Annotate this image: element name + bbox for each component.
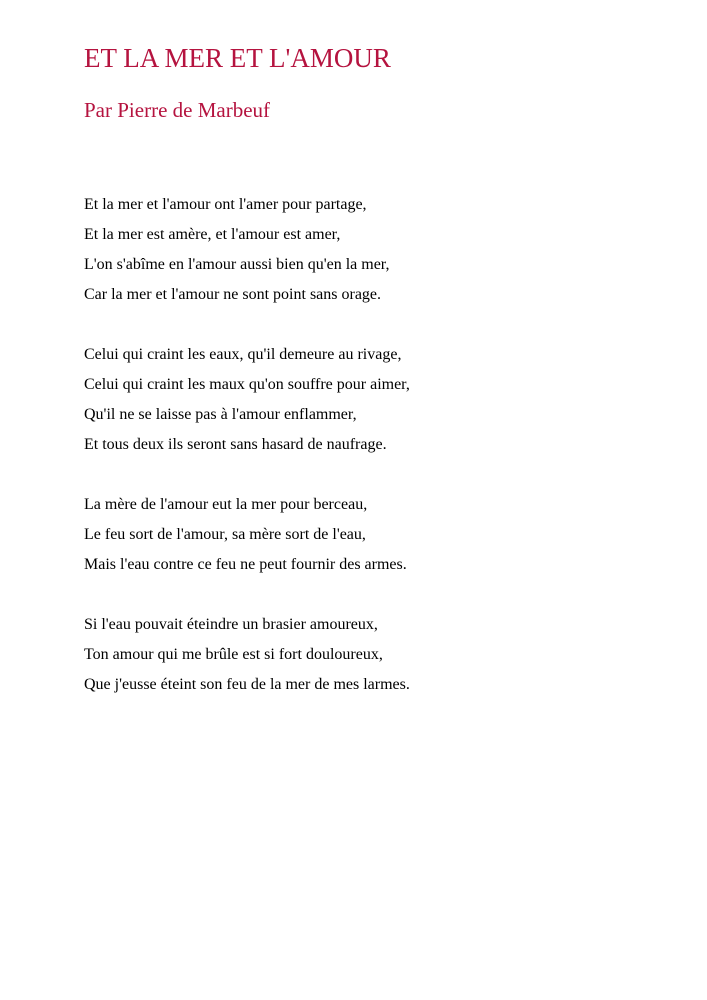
- verse-line: Car la mer et l'amour ne sont point sans orage.: [84, 286, 382, 303]
- verse-line: Le feu sort de l'amour, sa mère sort de l'eau,: [84, 526, 366, 543]
- verse-line: Qu'il ne se laisse pas à l'amour enflammer,: [84, 406, 357, 423]
- verse-line: Et la mer et l'amour ont l'amer pour partage,: [84, 196, 367, 213]
- verse-line: Celui qui craint les maux qu'on souffre pour aimer,: [84, 376, 410, 393]
- verse-line: Ton amour qui me brûle est si fort douloureux,: [84, 646, 383, 663]
- verse-line: Et tous deux ils seront sans hasard de naufrage.: [84, 436, 387, 453]
- verse-line: Si l'eau pouvait éteindre un brasier amoureux,: [84, 616, 378, 633]
- stanza-4: [84, 610, 664, 700]
- verse-line: Et la mer est amère, et l'amour est amer,: [84, 226, 341, 243]
- poem-body: [84, 190, 664, 730]
- stanza-2: [84, 340, 664, 460]
- poem-author: Par Pierre de Marbeuf: [84, 98, 271, 122]
- verse-line: La mère de l'amour eut la mer pour berceau,: [84, 496, 368, 513]
- verse-line: Mais l'eau contre ce feu ne peut fournir des armes.: [84, 556, 407, 573]
- poem-title: ET LA MER ET L'AMOUR: [84, 43, 391, 73]
- stanza-1: [84, 190, 664, 310]
- verse-line: Que j'eusse éteint son feu de la mer de mes larmes.: [84, 676, 410, 693]
- stanza-3: [84, 490, 664, 580]
- verse-line: Celui qui craint les eaux, qu'il demeure au rivage,: [84, 346, 402, 363]
- verse-line: L'on s'abîme en l'amour aussi bien qu'en la mer,: [84, 256, 390, 273]
